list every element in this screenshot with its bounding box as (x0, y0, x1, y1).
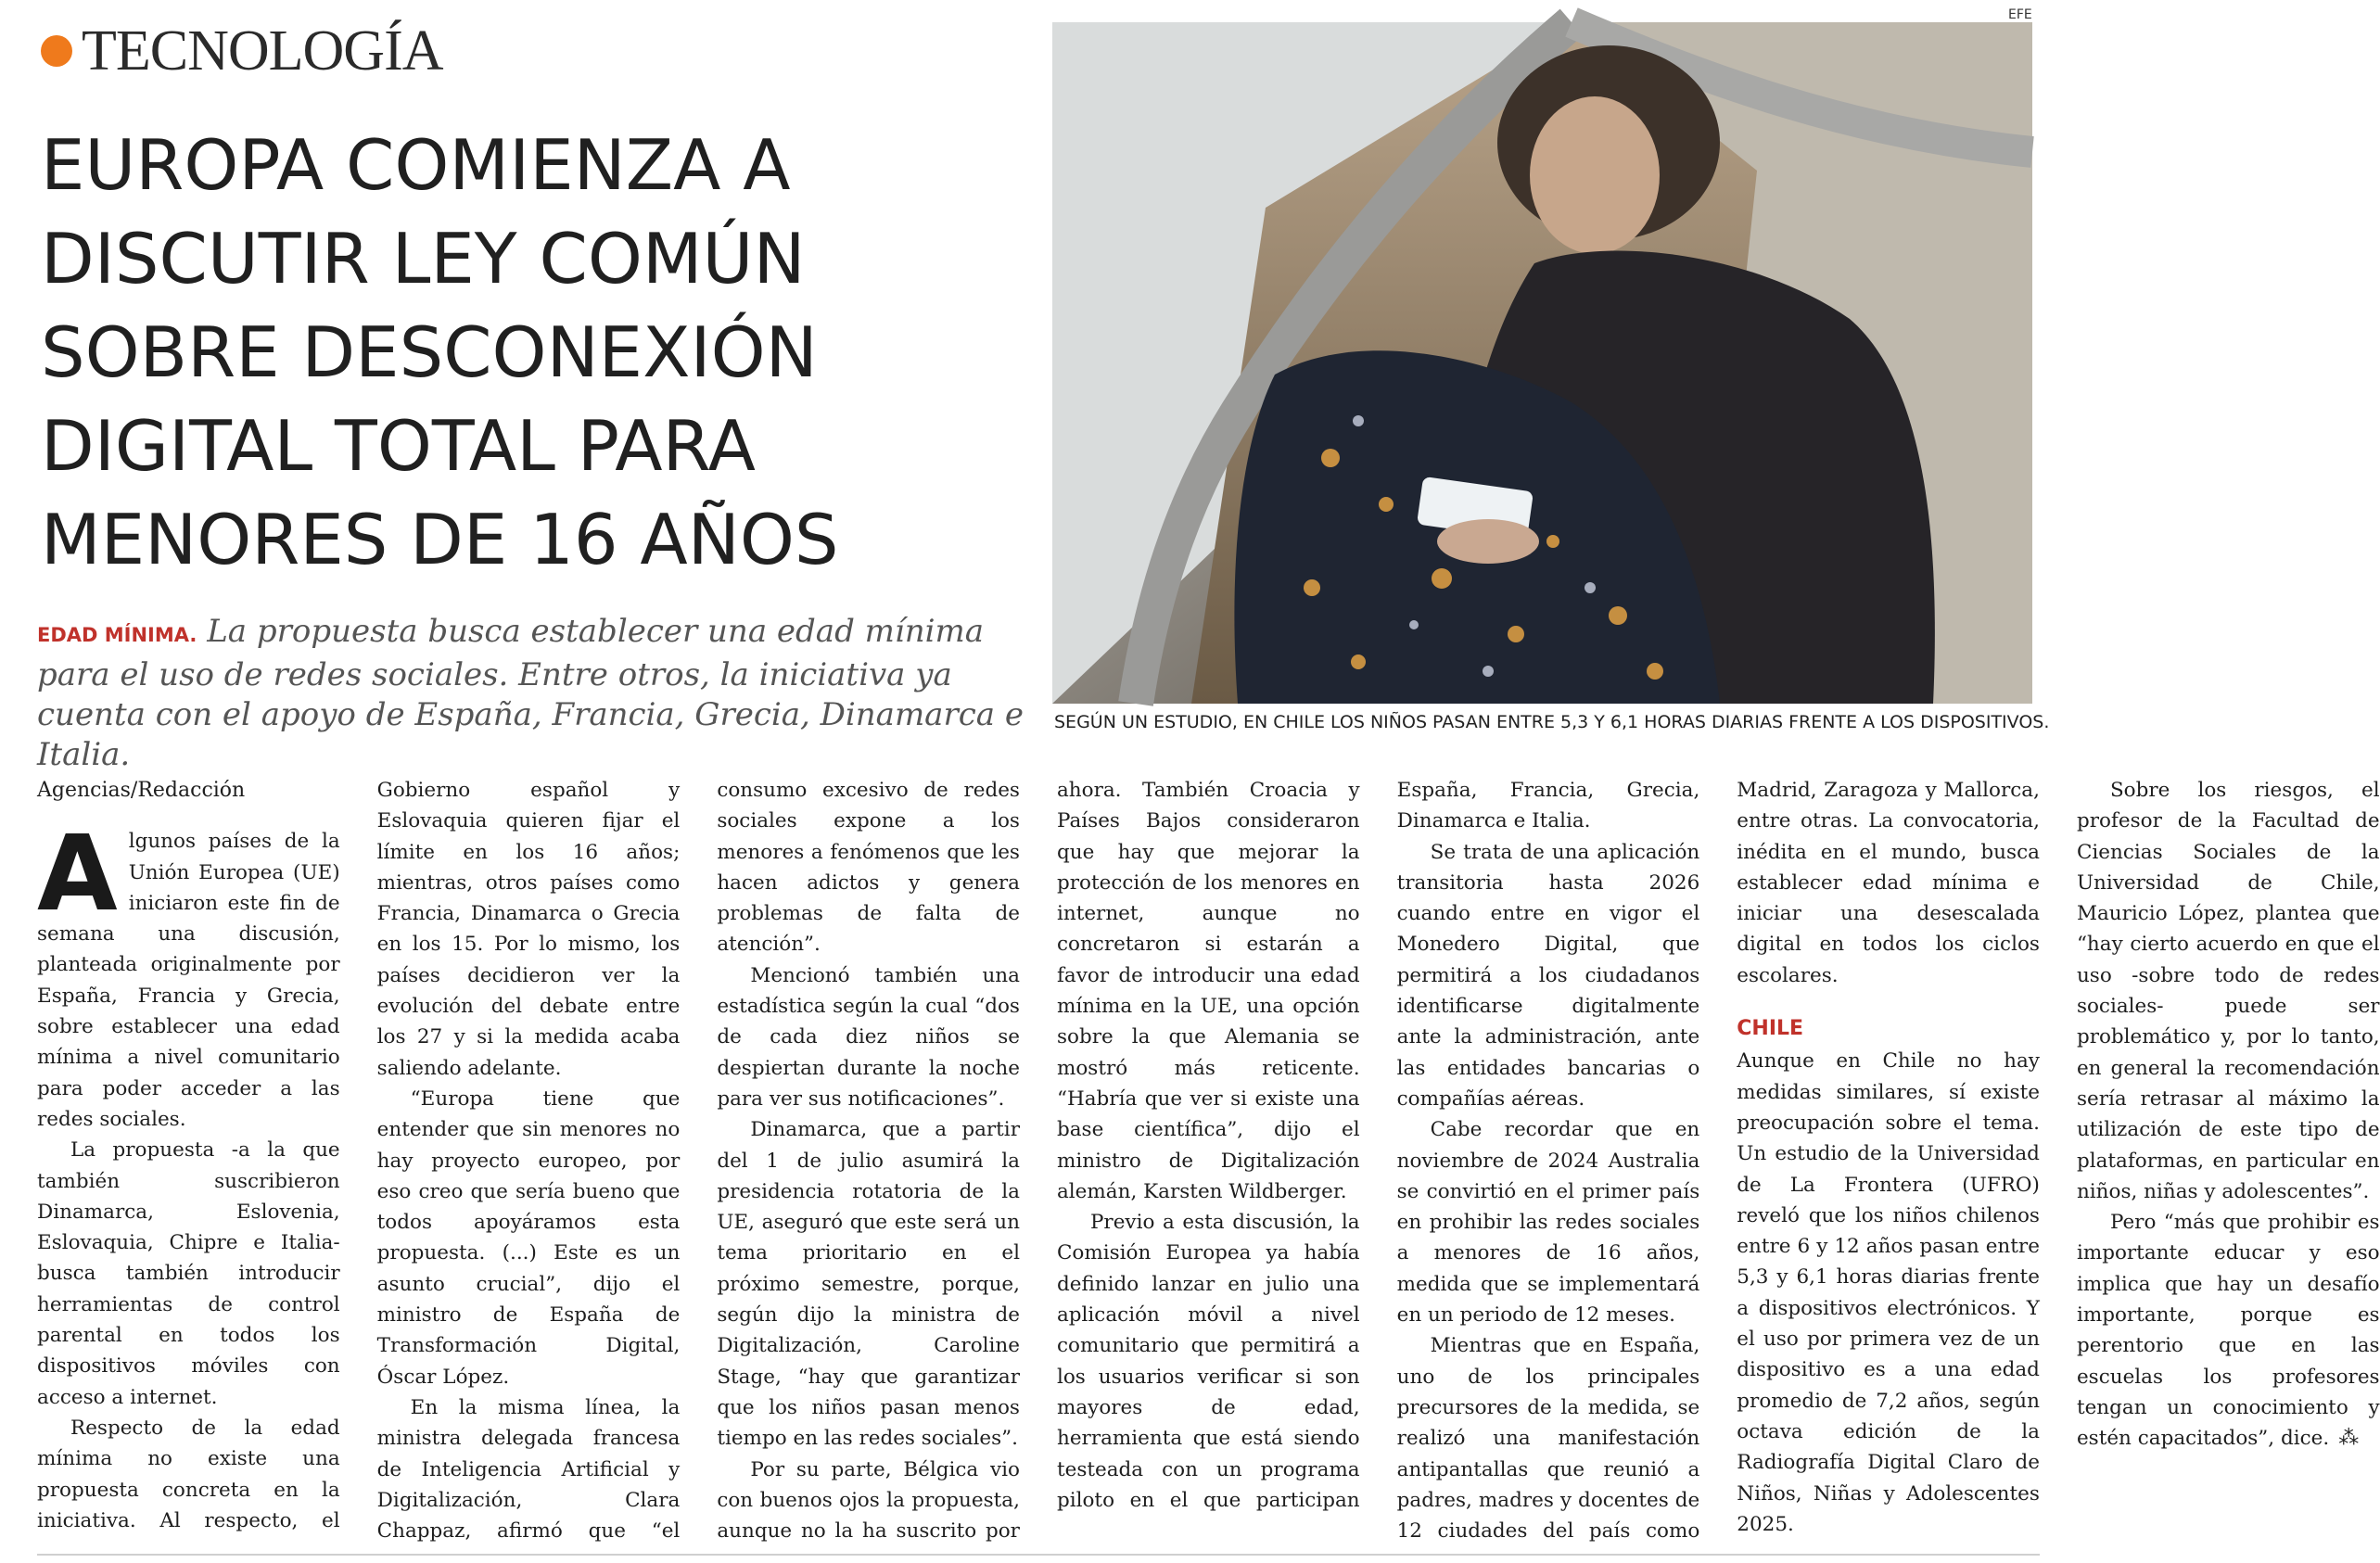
article-paragraph: La propuesta -a la que también suscribieron Dinamarca, Eslovenia, Eslovaquia, Chipre e Italia- busca también introducir herramientas de control parental en todos los dispositivos móviles con acceso a internet. (37, 1138, 340, 1409)
article-paragraph (2077, 1207, 2380, 1454)
article-paragraph: Dinamarca, que a partir del 1 de julio asumirá la presidencia rotatoria de la UE, aseguró que este será un tema prioritario en el próximo semestre, porque, según dijo la ministra de Digitalización, Caroline Stage, “hay que garantizar que los niños pasan menos tiempo en las redes sociales”. (717, 1118, 1020, 1451)
article-paragraph: En la misma línea, la ministra delegada francesa de Inteligencia Artificial y Digitalización, Clara Chappaz, afirmó que “el consumo excesivo de redes sociales expone a los menores a fenómenos que les hacen adictos y genera problemas de falta de atención”. (376, 779, 1020, 1544)
paragraph-text: Pero “más que prohibir es importante educar y eso implica que hay un desafío importante, porque es perentorio que en las escuelas los profesores tengan un conocimiento y estén capacitados”, dice. (2076, 1211, 2380, 1451)
article-paragraph: Por su parte, Bélgica vio con buenos ojos la propuesta, aunque no la ha suscrito por ahora. También Croacia y Países Bajos consideraron que hay que mejorar la protección de los menores en internet, aunque no concretaron si estarán a favor de introducir una edad mínima en la UE, una opción sobre la que Alemania se mostró más reticente. “Habría que ver si existe una base científica”, dijo el ministro de Digitalización alemán, Karsten Wildberger. (717, 779, 1360, 1544)
article-paragraph: Previo a esta discusión, la Comisión Europea ya había definido lanzar en julio una aplicación móvil a nivel comunitario que permitirá a los usuarios verificar si son mayores de edad, herramienta que está siendo testeada con un programa piloto en el que participan España, Francia, Grecia, Dinamarca e Italia. (1056, 779, 1700, 1512)
article-paragraph: Mencionó también una estadística según la cual “dos de cada diez niños se despiertan durante la noche para ver sus notificaciones”. (717, 963, 1020, 1111)
byline: Agencias/Redacción (37, 779, 246, 802)
article-paragraph: Se trata de una aplicación transitoria hasta 2026 cuando entre en vigor el Monedero Digital, que permitirá a los ciudadanos identificarse digitalmente ante la administración, ante las entidades bancarias o compañías aéreas. (1396, 840, 1700, 1111)
article-paragraph: “Europa tiene que entender que sin menores no hay proyecto europeo, por eso creo que sería bueno que todos apoyáramos esta propuesta. (...) Este es un asunto crucial”, dijo el ministro de España de Transformación Digital, Óscar López. (376, 1086, 681, 1389)
article-body (37, 775, 2380, 1549)
headline-line: EUROPA COMIENZA A (41, 124, 791, 206)
photo-illustration (1052, 22, 2032, 704)
article-paragraph: Mientras que en España, uno de los principales precursores de la medida, se realizó una manifestación antipantallas que reunió a padres, madres y docentes de 12 ciudades del país como Madrid, Zaragoza y Mallorca, entre otras. La convocatoria, inédita en el mundo, busca establecer edad mínima e iniciar una desescalada digital en todos los ciclos escolares. (1396, 779, 2040, 1544)
article-paragraph (37, 814, 340, 1135)
article-paragraph: Cabe recordar que en noviembre de 2024 Australia se convirtió en el primer país en prohibir las redes sociales a menores de 16 años, medida que se implementará en un periodo de 12 meses. (1396, 1118, 1700, 1328)
photo-credit: EFE (2008, 7, 2032, 22)
headline (41, 119, 1024, 587)
article-paragraph: Respecto de la edad mínima no existe una propuesta concreta en la iniciativa. Al respecto, el Gobierno español y Eslovaquia quieren fijar el límite en los 16 años; mientras, otros países como Francia, Dinamarca o Grecia en los 15. Por lo mismo, los países decidieron ver la evolución del debate entre los 27 y si la medida acaba saliendo adelante. (37, 779, 681, 1532)
deck-kicker: EDAD MÍNIMA. (37, 624, 197, 646)
article-paragraph: Aunque en Chile no hay medidas similares, sí existe preocupación sobre el tema. Un estudio de la Universidad de La Frontera (UFRO) reveló que los niños chilenos entre 6 y 12 años pasan entre 5,3 y 6,1 horas diarias frente a dispositivos electrónicos. Y el uso por primera vez de un dispositivo es a una edad promedio de 7,2 años, según octava edición de la Radiografía Digital Claro de Niños, Niñas y Adolescentes 2025. (1737, 1049, 2040, 1536)
section-header (41, 19, 443, 83)
deck (37, 612, 1038, 775)
subhead-chile: CHILE (1737, 1017, 1804, 1041)
section-dot-icon (41, 35, 72, 67)
bottom-rule (37, 1554, 2040, 1556)
paragraph-text: lgunos países de la Unión Europea (UE) iniciaron este fin de semana una discusión, planteada originalmente por España, Francia y Grecia, sobre establecer una edad mínima a nivel comunitario para poder acceder a las redes sociales. (37, 830, 340, 1131)
headline-line: DIGITAL TOTAL PARA (41, 405, 756, 487)
photo-caption: SEGÚN UN ESTUDIO, EN CHILE LOS NIÑOS PASAN ENTRE 5,3 Y 6,1 HORAS DIARIAS FRENTE A LOS DISPOSITIVOS. (1054, 712, 2050, 732)
headline-line: SOBRE DESCONEXIÓN (41, 311, 818, 393)
end-mark-icon: ⁂ (2338, 1427, 2360, 1451)
section-label: TECNOLOGÍA (82, 19, 443, 83)
dropcap: A (37, 814, 118, 935)
headline-line: DISCUTIR LEY COMÚN (41, 218, 806, 299)
article-photo (1052, 22, 2032, 704)
article-paragraph: Sobre los riesgos, el profesor de la Facultad de Ciencias Sociales de la Universidad de Chile, Mauricio López, plantea que “hay cierto acuerdo en que el uso -sobre todo de redes sociales- puede ser problemático y, por lo tanto, en general la recomendación sería retrasar al máximo la utilización de este tipo de plataformas, en particular en niños, niñas y adolescentes”. (2076, 779, 2380, 1203)
deck-text: La propuesta busca establecer una edad mínima para el uso de redes sociales. Entre otros, la iniciativa ya cuenta con el apoyo de España, Francia, Grecia, Dinamarca e Italia. (37, 613, 1024, 773)
headline-line: MENORES DE 16 AÑOS (41, 499, 839, 580)
